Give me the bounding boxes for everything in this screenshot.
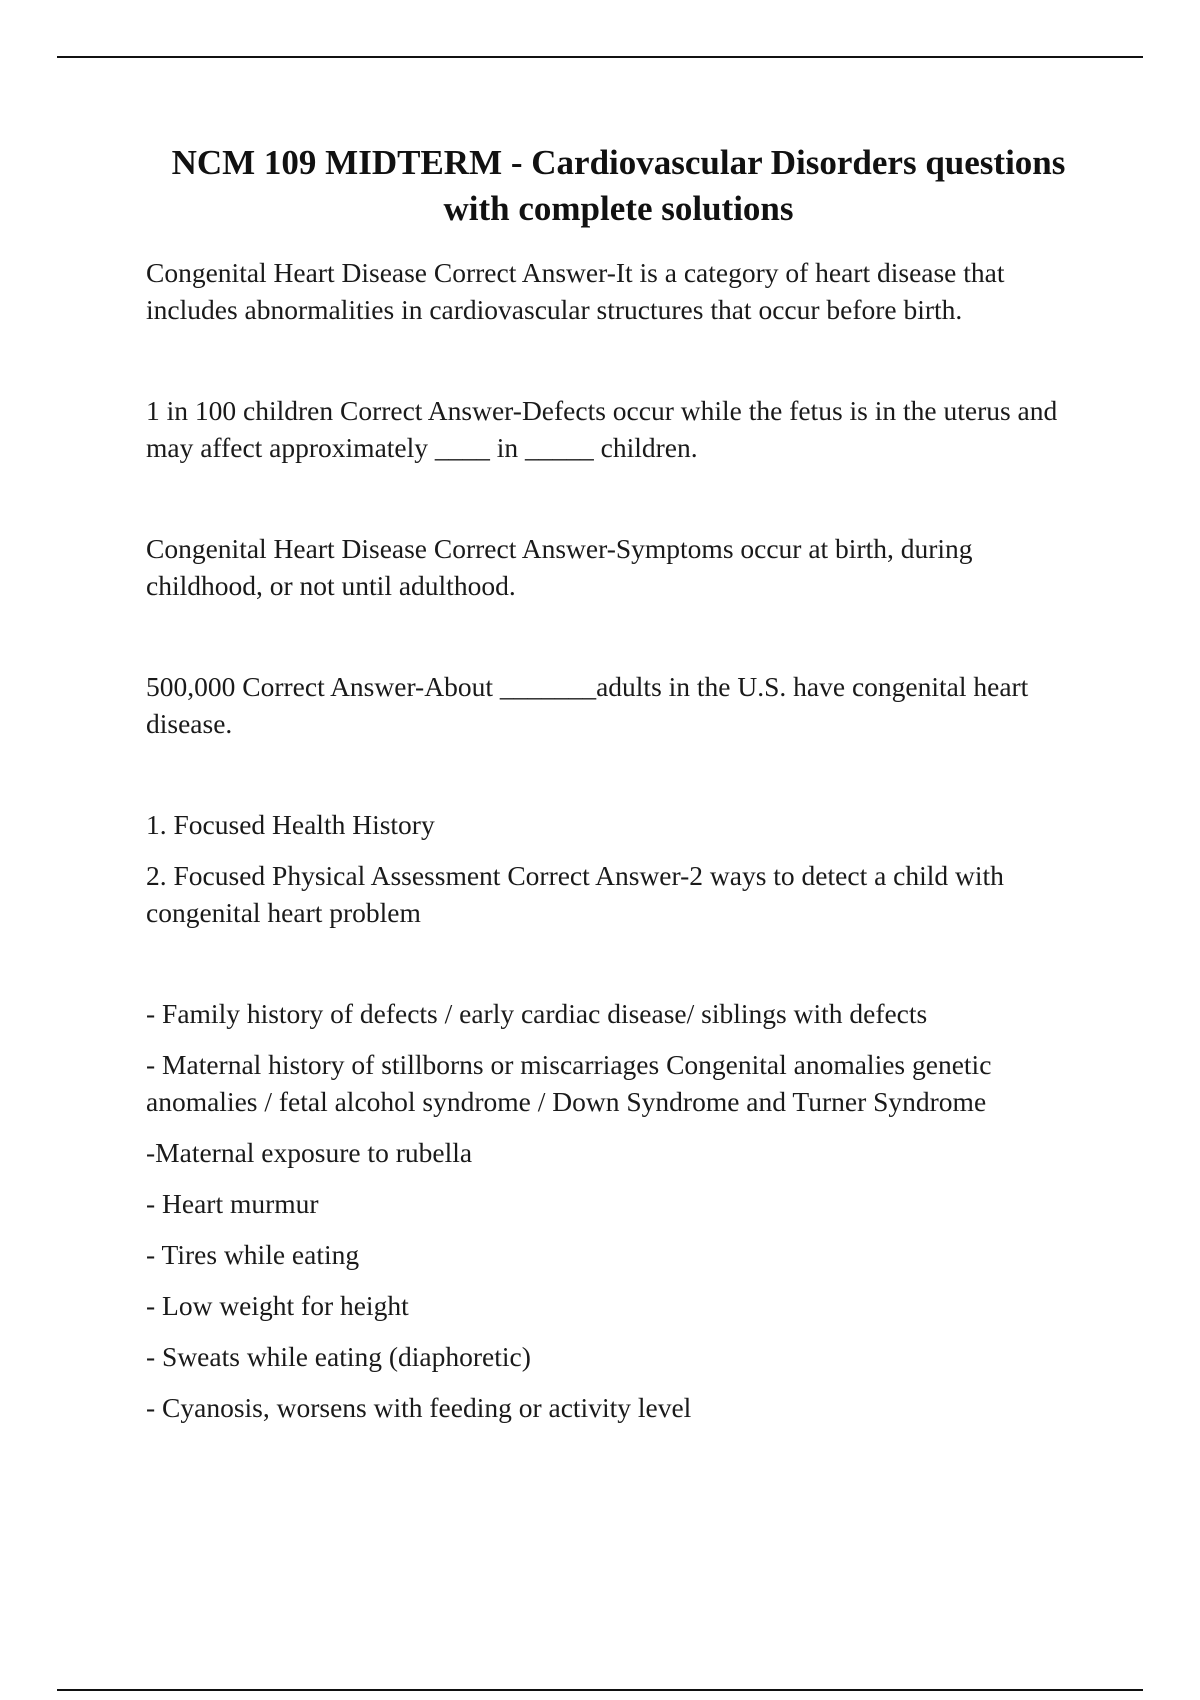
qa-entry-2: 1 in 100 children Correct Answer-Defects occur while the fetus is in the uterus and may affect approximately ____ in _____ children. xyxy=(146,395,1058,463)
bullet-item-6: - Low weight for height xyxy=(146,1290,409,1321)
bullet-item-3: -Maternal exposure to rubella xyxy=(146,1137,473,1168)
qa-entry-3: Congenital Heart Disease Correct Answer-Symptoms occur at birth, during childhood, or not until adulthood. xyxy=(146,533,973,601)
bullet-item-1: - Family history of defects / early cardiac disease/ siblings with defects xyxy=(146,998,928,1029)
qa-entry-4: 500,000 Correct Answer-About _______adults in the U.S. have congenital heart disease. xyxy=(146,671,1029,739)
bullet-item-4: - Heart murmur xyxy=(146,1188,319,1219)
bottom-divider xyxy=(57,1689,1143,1691)
bullet-item-2: - Maternal history of stillborns or miscarriages Congenital anomalies genetic anomalies / fetal alcohol syndrome / Down Syndrome and Turner Syndrome xyxy=(146,1049,992,1117)
bullet-item-8: - Cyanosis, worsens with feeding or activity level xyxy=(146,1392,692,1423)
document-title: NCM 109 MIDTERM - Cardiovascular Disorders questions with complete solutions xyxy=(171,143,1066,228)
qa-entry-1: Congenital Heart Disease Correct Answer-It is a category of heart disease that includes abnormalities in cardiovascular structures that occur before birth. xyxy=(146,257,1005,325)
bullet-item-7: - Sweats while eating (diaphoretic) xyxy=(146,1341,531,1372)
way-item-1: 1. Focused Health History xyxy=(146,809,435,840)
bullet-item-5: - Tires while eating xyxy=(146,1239,360,1270)
way-item-2: 2. Focused Physical Assessment Correct Answer-2 ways to detect a child with congenital heart problem xyxy=(146,860,1004,928)
document-page xyxy=(146,140,1091,1440)
top-divider xyxy=(57,56,1143,58)
